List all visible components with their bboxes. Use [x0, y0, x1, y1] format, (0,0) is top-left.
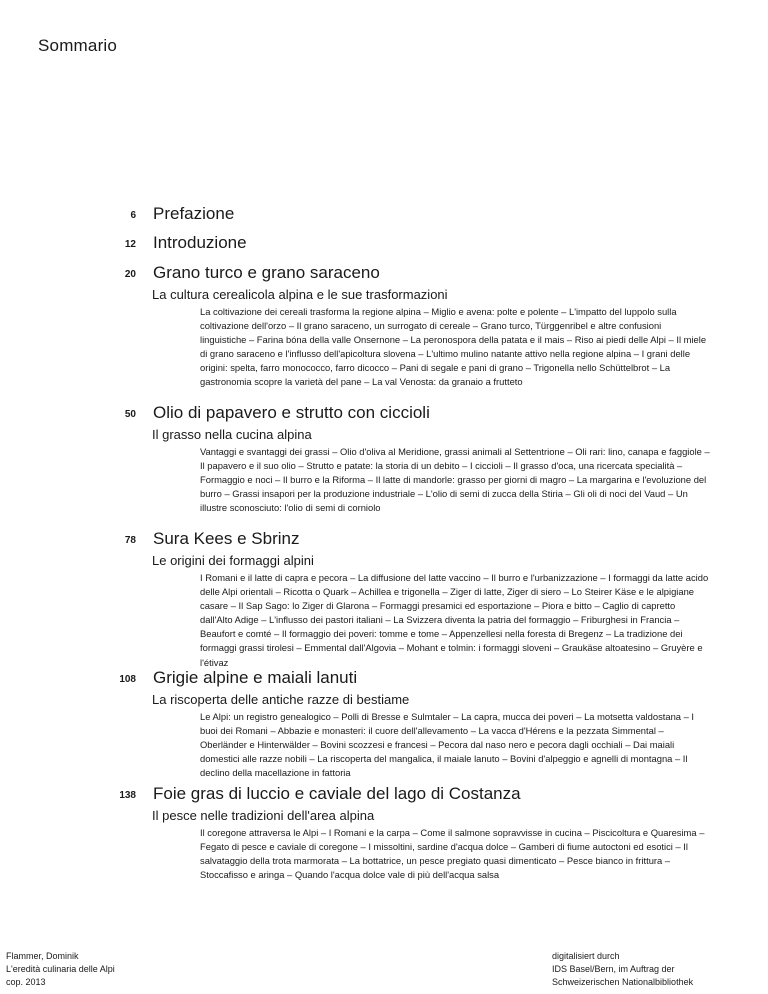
toc-description: Il coregone attraversa le Alpi – I Romani e la carpa – Come il salmone sopravvisse in cucina – Piscicoltura e Quaresima – Fegato di pesce e caviale di coregone – I missoltini, sardine d'acqua dolce – Gamberi di fiume autoctoni ed esotici – Il salvataggio della trota marmorata – La bottatrice, un pesce pregiato quasi dimenticato – Pesce bianco in frittura – Stoccafisso e aringa – Quando l'acqua dolce vale di più dell'acqua salsa [200, 827, 705, 881]
toc-heading: Grigie alpine e maiali lanuti [153, 668, 358, 687]
toc-heading: Foie gras di luccio e caviale del lago di Costanza [153, 784, 521, 803]
footer-library: Schweizerischen Nationalbibliothek [552, 977, 694, 987]
page-title: Sommario [38, 36, 118, 55]
toc-heading: Sura Kees e Sbrinz [153, 529, 300, 548]
toc-heading: Grano turco e grano saraceno [153, 263, 380, 282]
toc-page-number: 12 [124, 239, 136, 250]
footer-citation [6, 950, 115, 989]
footer-author: Flammer, Dominik [6, 951, 79, 961]
toc-page-number: 78 [124, 535, 136, 546]
toc-subtitle: Le origini dei formaggi alpini [152, 553, 314, 568]
footer-digitization [552, 950, 693, 989]
toc-subtitle: Il pesce nelle tradizioni dell'area alpina [152, 808, 375, 823]
toc-page-number: 6 [130, 210, 136, 221]
toc-page-number: 138 [119, 790, 136, 801]
toc-description: I Romani e il latte di capra e pecora – La diffusione del latte vaccino – Il burro e l'urbanizzazione – I formaggi da latte acido delle Alpi orientali – Ricotta o Quark – Achillea e trigonella – Ziger di latte, Ziger di siero – Lo Steirer Käse e le alpigiane casare – Il Sap Sago: lo Ziger di Glarona – Formaggi presamici ed esportazione – Piora e bitto – Caglio di capretto dall'Alto Adige – L'influsso dei pastori italiani – La Svizzera diventa la patria del formaggio – Friburghesi in Francia – Beaufort e comté – Il formaggio dei poveri: tomme e tome – Appenzellesi nella foresta di Bregenz – La tradizione dei formaggi grassi tirolesi – Emmental dall'Algovia – Mohant e tolmin: i formaggi sloveni – Graukäse altoatesino – Gruyère e l'étivaz [200, 572, 709, 668]
footer-digitized-by: digitalisiert durch [552, 951, 620, 961]
footer-copyright: cop. 2013 [6, 977, 46, 987]
toc-description: Le Alpi: un registro genealogico – Polli di Bresse e Sulmtaler – La capra, mucca dei poveri – La motsetta valdostana – I buoi dei Romani – Abbazie e monasteri: il cuore dell'allevamento – La vacca d'Hérens e la pezzata Simmental – Oberländer e Hinterwälder – Bovini scozzesi e francesi – Pecora dal naso nero e pecora dagli occhiali – Dai maiali domestici alle razze nobili – La riscoperta del mangalica, il maiale lanuto – Bovini d'alpeggio e agnelli di montagna – Il declino della macellazione in fattoria [200, 711, 695, 779]
toc-subtitle: La cultura cerealicola alpina e le sue trasformazioni [152, 287, 448, 302]
toc-heading: Introduzione [153, 233, 247, 252]
toc-page-number: 108 [119, 674, 136, 685]
toc-page-number: 20 [124, 269, 136, 280]
toc-subtitle: La riscoperta delle antiche razze di bestiame [152, 692, 410, 707]
footer-book-title: L'eredità culinaria delle Alpi [6, 964, 115, 974]
toc-heading: Olio di papavero e strutto con ciccioli [153, 403, 430, 422]
toc-description: La coltivazione dei cereali trasforma la regione alpina – Miglio e avena: polte e polente – L'impatto del luppolo sulla coltivazione dell'orzo – Il grano saraceno, un surrogato di cereale – Grano turco, Türggenribel e altre confusioni linguistiche – Farina bóna della valle Onsernone – La peronospora della patata e il mais – Riso ai piedi delle Alpi – Il miele di grano saraceno e l'influsso dell'apicoltura slovena – L'ultimo mulino natante attivo nella regione alpina – I grani delle origini: spelta, farro monococco, farro dicocco – Pani di segale e pani di grano – Trigonella nello Schüttelbrot – La gastronomia scopre la varietà del pane – La val Venosta: da granaio a frutteto [200, 306, 707, 388]
toc-subtitle: Il grasso nella cucina alpina [152, 427, 312, 442]
toc-description: Vantaggi e svantaggi dei grassi – Olio d'oliva al Meridione, grassi animali al Settentrione – Oli rari: lino, canapa e faggiole – Il papavero e il suo olio – Strutto e patate: la storia di un debito – I ciccioli – Il grasso d'oca, una ricercata specialità – Formaggio e noci – Il burro e la Riforma – Il latte di mandorle: grasso per giorni di magro – La margarina e l'evoluzione del burro – Grassi insapori per la produzione industriale – L'olio di semi di zucca della Stiria – Gli oli di noci del Vaud – Un illustre sconosciuto: l'olio di semi di corniolo [200, 446, 710, 514]
toc-page-number: 50 [124, 409, 136, 420]
toc-heading: Prefazione [153, 204, 235, 223]
footer-institution: IDS Basel/Bern, im Auftrag der [552, 964, 675, 974]
